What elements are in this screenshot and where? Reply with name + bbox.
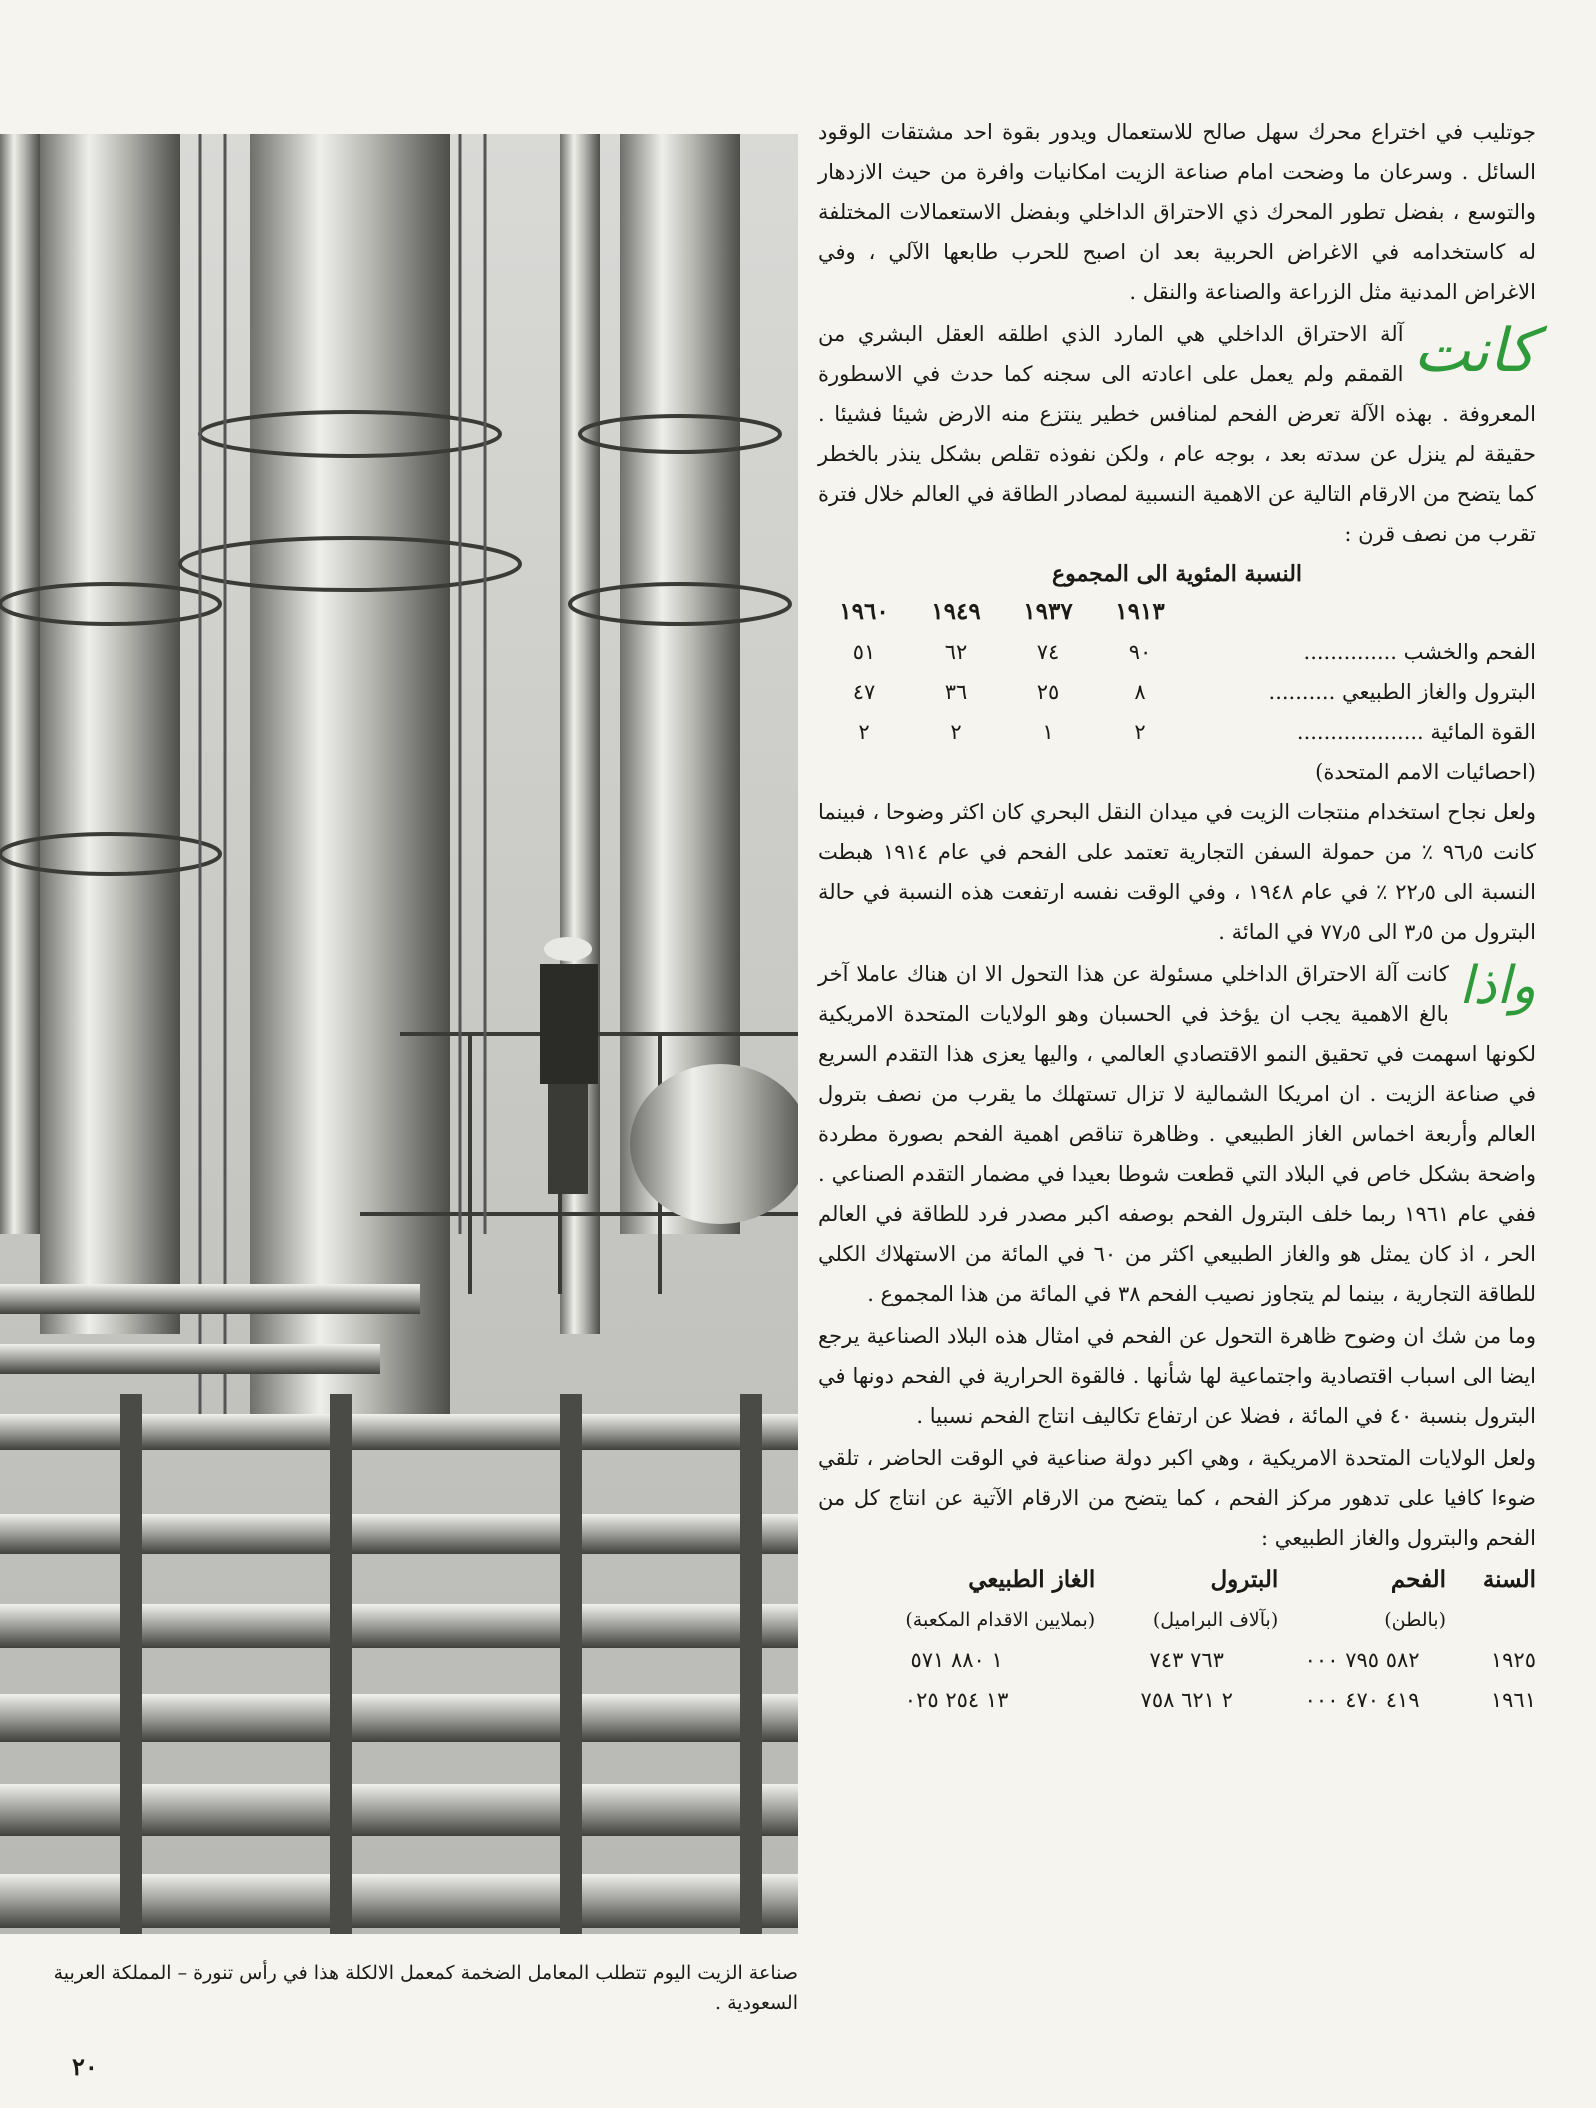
- article-column: [818, 112, 1536, 1720]
- us-production-table: [818, 1560, 1536, 1720]
- column-header: ١٩٦٠: [839, 598, 889, 625]
- paragraph: ولعل نجاح استخدام منتجات الزيت في ميدان النقل البحري كان اكثر وضوحا ، فبينما كانت ٩٦٫٥ ٪ من حمولة السفن التجارية تعتمد على الفحم في عام ١٩١٤ هبطت النسبة الى ٢٢٫٥ ٪ في عام ١٩٤٨ ، وفي الوقت نفسه ارتفعت هذه النسبة في حالة البترول من ٣٫٥ الى ٧٧٫٥ في المائة .: [818, 800, 1537, 944]
- row-label: القوة المائية ...................: [1296, 720, 1536, 744]
- table-cell: [1446, 1600, 1536, 1640]
- table-cell: ١: [1042, 720, 1054, 744]
- year-cell: ١٩٢٥: [1490, 1648, 1536, 1672]
- column-header: البترول: [1210, 1566, 1279, 1593]
- table-cell: ٢: [1134, 720, 1146, 744]
- paragraph: ولعل الولايات المتحدة الامريكية ، وهي اكبر دولة صناعية في الوقت الحاضر ، تلقي ضوءا كافيا على تدهور مركز الفحم ، كما يتضح من الارقام الآتية عن انتاج كل من الفحم والبترول والغاز الطبيعي :: [818, 1446, 1536, 1550]
- table-header-row: [818, 1560, 1536, 1600]
- table-row: [818, 632, 1536, 672]
- table-row: [818, 1640, 1536, 1680]
- table-title: النسبة المئوية الى المجموع: [1051, 561, 1303, 587]
- column-header: ١٩١٣: [1115, 598, 1165, 625]
- table-cell: ٩٠: [1128, 640, 1152, 664]
- column-header: الفحم: [1390, 1566, 1446, 1593]
- row-label: البترول والغاز الطبيعي ..........: [1268, 680, 1536, 704]
- year-cell: ١٩٦١: [1490, 1688, 1536, 1712]
- energy-share-table: [818, 592, 1536, 752]
- units-row: [818, 1600, 1536, 1640]
- page-number: ٢٠: [72, 2052, 98, 2081]
- unit-label: (بالطن): [1384, 1609, 1446, 1631]
- unit-label: (بآلاف البراميل): [1152, 1609, 1279, 1631]
- table-cell: ٤٧: [852, 680, 876, 704]
- table-cell: ٧٤: [1036, 640, 1060, 664]
- unit-label: (بملايين الاقدام المكعبة): [905, 1609, 1096, 1631]
- column-header: ١٩٣٧: [1023, 598, 1073, 625]
- refinery-illustration: [0, 134, 798, 1934]
- table-cell: ٨: [1134, 680, 1146, 704]
- table-cell: ٥١: [852, 640, 876, 664]
- table-cell: ٦٢: [944, 640, 968, 664]
- refinery-photo: [0, 134, 798, 1934]
- paragraph: وما من شك ان وضوح ظاهرة التحول عن الفحم في امثال هذه البلاد الصناعية يرجع ايضا الى اسباب اقتصادية واجتماعية لها شأنها . فالقوة الحرارية في الفحم دونها في البترول بنسبة ٤٠ في المائة ، فضلا عن ارتفاع تكاليف انتاج الفحم نسبيا .: [818, 1324, 1536, 1428]
- table-cell: ٢: [950, 720, 962, 744]
- table-cell: ١ ٨٨٠ ٥٧١: [910, 1648, 1003, 1672]
- table-cell: ٧٦٣ ٧٤٣: [1149, 1648, 1224, 1672]
- column-header: ١٩٤٩: [931, 598, 981, 625]
- table-header-row: [818, 592, 1536, 632]
- table-row: [818, 672, 1536, 712]
- table-cell: ٣٦: [944, 680, 968, 704]
- paragraph-text: كانت آلة الاحتراق الداخلي مسئولة عن هذا التحول الا ان هناك عاملا آخر بالغ الاهمية يجب ان يؤخذ في الحسبان وهو الولايات المتحدة الامريكية لكونها اسهمت في تحقيق النمو الاقتصادي العالمي ، واليها يعزى هذا التقدم السريع في صناعة الزيت . ان امريكا الشمالية لا تزال تستهلك ما يقرب من نصف بترول العالم وأربعة اخماس الغاز الطبيعي . وظاهرة تناقص اهمية الفحم بصورة مطردة واضحة بشكل خاص في البلاد التي قطعت شوطا بعيدا في مضمار التقدم الصناعي . ففي عام ١٩٦١ ربما خلف البترول الفحم بوصفه اكبر مصدر فرد للطاقة في العالم الحر ، اذ كان يمثل هو والغاز الطبيعي اكثر من ٦٠ في المائة من الاستهلاك الكلي للطاقة التجارية ، بينما لم يتجاوز نصيب الفحم ٣٨ في المائة من هذا المجموع .: [818, 962, 1536, 1306]
- paragraph: جوتليب في اختراع محرك سهل صالح للاستعمال ويدور بقوة احد مشتقات الوقود السائل . وسرعان ما وضحت امام صناعة الزيت امكانيات وافرة من حيث الازدهار والتوسع ، بفضل تطور المحرك ذي الاحتراق الداخلي وبفضل الاستعمالات المختلفة له كاستخدامه في الاغراض الحربية بعد ان اصبح للحرب طابعها الآلي ، وفي الاغراض المدنية مثل الزراعة والصناعة والنقل .: [818, 120, 1536, 304]
- column-header: السنة: [1482, 1566, 1536, 1593]
- table-cell: ٤١٩ ٤٧٠ ٠٠٠: [1304, 1688, 1420, 1712]
- column-header: [1186, 592, 1536, 632]
- paragraph-text: آلة الاحتراق الداخلي هي المارد الذي اطلقه العقل البشري من القمقم ولم يعمل على اعادته الى سجنه كما حدث في الاسطورة المعروفة . بهذه الآلة تعرض الفحم لمنافس خطير ينتزع منه الارض شيئا فشيئا . حقيقة لم ينزل عن سدته بعد ، بوجه عام ، ولكن نفوذه تقلص بشكل ينذر بالخطر كما يتضح من الارقام التالية عن الاهمية النسبية لمصادر الطاقة في العالم خلال فترة تقرب من نصف قرن :: [818, 322, 1536, 546]
- photo-caption: صناعة الزيت اليوم تتطلب المعامل الضخمة كمعمل الالكلة هذا في رأس تنورة – المملكة العربية السعودية .: [53, 1962, 798, 2014]
- table-row: [818, 1680, 1536, 1720]
- paragraph: [818, 314, 1536, 554]
- table-source: (احصائيات الامم المتحدة): [1315, 760, 1536, 784]
- table-cell: ٢ ٦٢١ ٧٥٨: [1140, 1688, 1233, 1712]
- drop-cap: كانت: [1413, 316, 1536, 386]
- table-cell: ٢٥: [1036, 680, 1060, 704]
- drop-cap: واذا: [1458, 956, 1536, 1016]
- table-cell: ٥٨٢ ٧٩٥ ٠٠٠: [1304, 1648, 1420, 1672]
- table-row: [818, 712, 1536, 752]
- table-cell: ٢: [858, 720, 870, 744]
- paragraph: [818, 954, 1536, 1314]
- column-header: الغاز الطبيعي: [968, 1566, 1096, 1593]
- table-cell: ١٣ ٢٥٤ ٠٢٥: [904, 1688, 1009, 1712]
- row-label: الفحم والخشب ..............: [1303, 640, 1536, 664]
